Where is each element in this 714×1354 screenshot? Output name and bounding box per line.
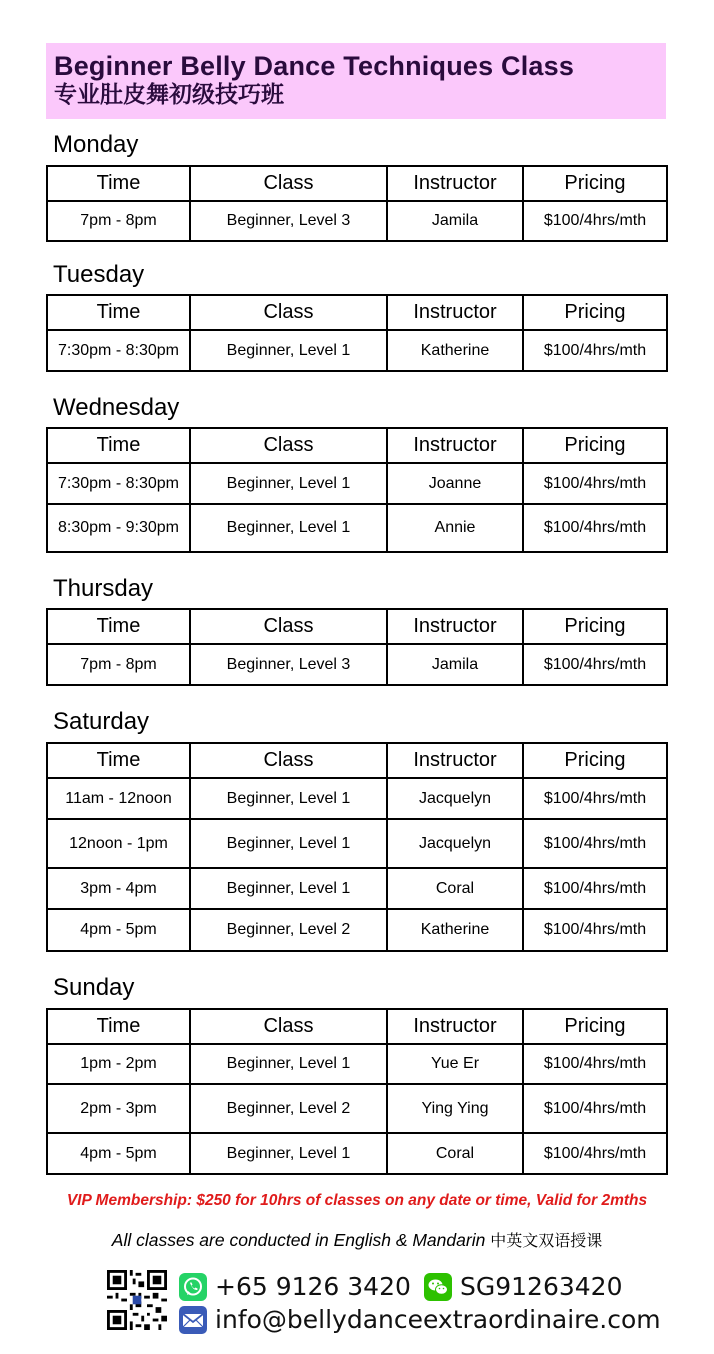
table-header-row: [47, 1009, 667, 1044]
column-header-pricing: Pricing: [523, 428, 667, 463]
table-header-row: [47, 428, 667, 463]
column-header-pricing: Pricing: [523, 743, 667, 778]
cell-pricing: $100/4hrs/mth: [523, 909, 667, 951]
schedule-table-monday: [46, 165, 668, 242]
email-contact[interactable]: [179, 1305, 661, 1334]
column-header-instructor: Instructor: [387, 295, 523, 330]
cell-instructor: Jacquelyn: [387, 778, 523, 819]
table-row: [47, 909, 667, 951]
column-header-class: Class: [190, 1009, 387, 1044]
table-row: [47, 1084, 667, 1133]
wechat-icon: [424, 1273, 452, 1301]
cell-class: Beginner, Level 2: [190, 1084, 387, 1133]
cell-time: 7pm - 8pm: [47, 644, 190, 685]
cell-time: 7pm - 8pm: [47, 201, 190, 241]
wechat-id: SG91263420: [460, 1272, 623, 1301]
cell-pricing: $100/4hrs/mth: [523, 1044, 667, 1084]
vip-membership-note: VIP Membership: $250 for 10hrs of classes on any date or time, Valid for 2mths: [66, 1192, 648, 1209]
cell-class: Beginner, Level 1: [190, 463, 387, 504]
table-row: [47, 330, 667, 371]
day-heading-thursday: Thursday: [53, 575, 154, 602]
table-row: [47, 819, 667, 868]
cell-time: 7:30pm - 8:30pm: [47, 463, 190, 504]
cell-class: Beginner, Level 1: [190, 1044, 387, 1084]
cell-instructor: Annie: [387, 504, 523, 552]
day-heading-saturday: Saturday: [53, 708, 150, 735]
email-icon: [179, 1306, 207, 1334]
cell-instructor: Coral: [387, 1133, 523, 1174]
column-header-instructor: Instructor: [387, 609, 523, 644]
whatsapp-icon: [179, 1273, 207, 1301]
schedule-table-tuesday: [46, 294, 668, 372]
cell-class: Beginner, Level 1: [190, 778, 387, 819]
table-row: [47, 1044, 667, 1084]
column-header-time: Time: [47, 428, 190, 463]
schedule-table-sunday: [46, 1008, 668, 1175]
cell-time: 4pm - 5pm: [47, 1133, 190, 1174]
cell-instructor: Yue Er: [387, 1044, 523, 1084]
schedule-table-thursday: [46, 608, 668, 686]
cell-time: 11am - 12noon: [47, 778, 190, 819]
column-header-instructor: Instructor: [387, 743, 523, 778]
cell-class: Beginner, Level 2: [190, 909, 387, 951]
column-header-class: Class: [190, 166, 387, 201]
column-header-time: Time: [47, 295, 190, 330]
cell-class: Beginner, Level 1: [190, 504, 387, 552]
table-header-row: [47, 295, 667, 330]
column-header-time: Time: [47, 743, 190, 778]
cell-time: 8:30pm - 9:30pm: [47, 504, 190, 552]
column-header-class: Class: [190, 609, 387, 644]
table-row: [47, 201, 667, 241]
table-row: [47, 778, 667, 819]
cell-pricing: $100/4hrs/mth: [523, 1133, 667, 1174]
cell-class: Beginner, Level 1: [190, 1133, 387, 1174]
schedule-table-saturday: [46, 742, 668, 952]
cell-instructor: Katherine: [387, 909, 523, 951]
cell-instructor: Coral: [387, 868, 523, 909]
table-row: [47, 644, 667, 685]
email-address: info@bellydanceextraordinaire.com: [215, 1305, 661, 1334]
table-row: [47, 504, 667, 552]
page-header: [46, 43, 666, 119]
table-row: [47, 1133, 667, 1174]
column-header-class: Class: [190, 743, 387, 778]
cell-time: 1pm - 2pm: [47, 1044, 190, 1084]
qr-code-icon: [107, 1270, 167, 1330]
language-note-chinese: 中英文双语授课: [490, 1231, 603, 1250]
table-header-row: [47, 166, 667, 201]
day-heading-sunday: Sunday: [53, 974, 135, 1001]
page-title: Beginner Belly Dance Techniques Class: [54, 51, 575, 81]
table-header-row: [47, 743, 667, 778]
cell-instructor: Jamila: [387, 201, 523, 241]
wechat-contact[interactable]: [424, 1272, 623, 1301]
cell-class: Beginner, Level 1: [190, 330, 387, 371]
cell-pricing: $100/4hrs/mth: [523, 504, 667, 552]
cell-class: Beginner, Level 3: [190, 644, 387, 685]
cell-pricing: $100/4hrs/mth: [523, 463, 667, 504]
column-header-class: Class: [190, 428, 387, 463]
cell-time: 7:30pm - 8:30pm: [47, 330, 190, 371]
column-header-class: Class: [190, 295, 387, 330]
table-row: [47, 463, 667, 504]
cell-time: 3pm - 4pm: [47, 868, 190, 909]
cell-class: Beginner, Level 3: [190, 201, 387, 241]
cell-pricing: $100/4hrs/mth: [523, 330, 667, 371]
day-heading-monday: Monday: [53, 131, 139, 158]
cell-instructor: Jacquelyn: [387, 819, 523, 868]
cell-pricing: $100/4hrs/mth: [523, 644, 667, 685]
cell-instructor: Jamila: [387, 644, 523, 685]
cell-time: 4pm - 5pm: [47, 909, 190, 951]
cell-time: 2pm - 3pm: [47, 1084, 190, 1133]
cell-pricing: $100/4hrs/mth: [523, 1084, 667, 1133]
column-header-instructor: Instructor: [387, 1009, 523, 1044]
day-heading-wednesday: Wednesday: [53, 394, 180, 421]
cell-pricing: $100/4hrs/mth: [523, 819, 667, 868]
column-header-pricing: Pricing: [523, 295, 667, 330]
language-note-english: All classes are conducted in English & Mandarin: [111, 1230, 486, 1250]
column-header-time: Time: [47, 609, 190, 644]
cell-class: Beginner, Level 1: [190, 868, 387, 909]
cell-time: 12noon - 1pm: [47, 819, 190, 868]
column-header-time: Time: [47, 166, 190, 201]
whatsapp-contact[interactable]: [179, 1272, 411, 1301]
cell-pricing: $100/4hrs/mth: [523, 201, 667, 241]
schedule-table-wednesday: [46, 427, 668, 553]
whatsapp-number: +65 9126 3420: [215, 1272, 411, 1301]
cell-pricing: $100/4hrs/mth: [523, 778, 667, 819]
table-row: [47, 868, 667, 909]
table-header-row: [47, 609, 667, 644]
column-header-time: Time: [47, 1009, 190, 1044]
column-header-pricing: Pricing: [523, 1009, 667, 1044]
column-header-pricing: Pricing: [523, 166, 667, 201]
day-heading-tuesday: Tuesday: [53, 261, 145, 288]
cell-class: Beginner, Level 1: [190, 819, 387, 868]
cell-pricing: $100/4hrs/mth: [523, 868, 667, 909]
page-title-chinese: 专业肚皮舞初级技巧班: [54, 82, 284, 108]
language-note: [0, 1228, 714, 1251]
cell-instructor: Katherine: [387, 330, 523, 371]
cell-instructor: Joanne: [387, 463, 523, 504]
cell-instructor: Ying Ying: [387, 1084, 523, 1133]
column-header-instructor: Instructor: [387, 166, 523, 201]
column-header-instructor: Instructor: [387, 428, 523, 463]
column-header-pricing: Pricing: [523, 609, 667, 644]
